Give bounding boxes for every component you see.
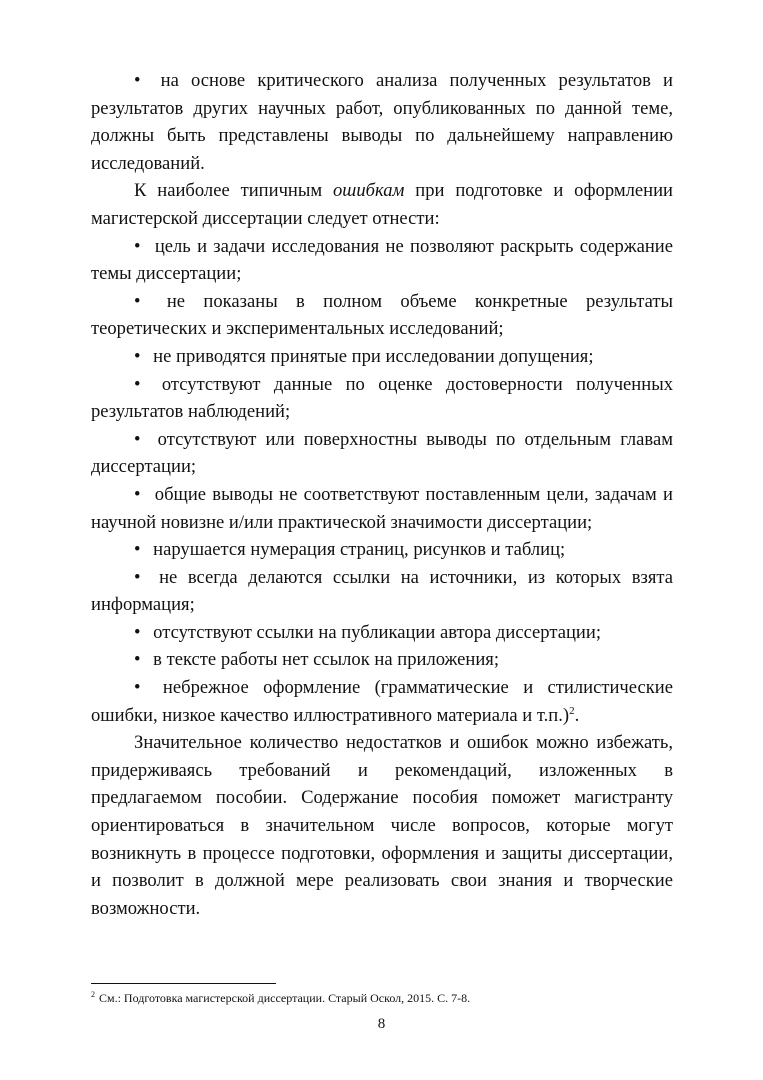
paragraph-bullet-author-publications xyxy=(91,619,673,647)
paragraph-summary xyxy=(91,729,673,922)
emphasized-word-errors: ошибкам xyxy=(333,180,405,202)
paragraph-typical-errors-intro xyxy=(91,177,673,232)
paragraph-bullet-assumptions xyxy=(91,343,673,371)
footnote xyxy=(91,990,673,1006)
paragraph-text-after: при подготовке и оформлении магистерской диссертации следует отнести: xyxy=(91,180,673,229)
paragraph-text: не приводятся принятые при исследовании допущения; xyxy=(153,345,594,367)
footnote-text: См.: Подготовка магистерской диссертации. Старый Оскол, 2015. С. 7-8. xyxy=(96,991,471,1005)
paragraph-bullet-results-not-shown xyxy=(91,288,673,343)
paragraph-bullet-analysis-conclusions xyxy=(91,67,673,177)
footnote-number: 2 xyxy=(91,990,95,999)
paragraph-text: в тексте работы нет ссылок на приложения; xyxy=(153,649,500,671)
paragraph-bullet-reliability-data xyxy=(91,371,673,426)
paragraph-bullet-numbering xyxy=(91,536,673,564)
page-number: 8 xyxy=(377,1016,386,1032)
paragraph-bullet-source-references xyxy=(91,564,673,619)
paragraph-bullet-appendix-links xyxy=(91,646,673,674)
paragraph-text: небрежное оформление (грамматические и стилистические ошибки, низкое качество иллюстративного материала и т.п.) xyxy=(91,677,673,726)
paragraph-text: не всегда делаются ссылки на источники, из которых взята информация; xyxy=(91,566,673,616)
document-body xyxy=(91,67,673,922)
paragraph-text: нарушается нумерация страниц, рисунков и таблиц; xyxy=(153,539,566,561)
paragraph-text: не показаны в полном объеме конкретные результаты теоретических и экспериментальных исследований; xyxy=(91,290,673,340)
paragraph-bullet-goal-tasks xyxy=(91,233,673,288)
paragraph-bullet-general-conclusions xyxy=(91,481,673,536)
paragraph-bullet-chapter-conclusions xyxy=(91,426,673,481)
paragraph-text-after: . xyxy=(574,704,580,726)
footnote-divider xyxy=(91,983,276,984)
paragraph-text: цель и задачи исследования не позволяют раскрыть содержание темы диссертации; xyxy=(91,235,673,285)
paragraph-bullet-careless-formatting xyxy=(91,674,673,729)
footnote-reference: 2 xyxy=(569,704,575,717)
paragraph-text: отсутствуют ссылки на публикации автора диссертации; xyxy=(153,621,601,643)
paragraph-text: отсутствуют или поверхностны выводы по отдельным главам диссертации; xyxy=(91,428,673,478)
paragraph-text: отсутствуют данные по оценке достоверности полученных результатов наблюдений; xyxy=(91,373,673,423)
paragraph-text: Значительное количество недостатков и ошибок можно избежать, придерживаясь требований и рекомендаций, изложенных в предлагаемом пособии. Содержание пособия поможет магистранту ориентироваться в значительном числе вопросов, которые могут возникнуть в процессе подготовки, оформления и защиты диссертации, и позволит в должной мере реализовать свои знания и творческие возможности. xyxy=(91,732,673,919)
paragraph-text: на основе критического анализа полученных результатов и результатов других научных работ, опубликованных по данной теме, должны быть представлены выводы по дальнейшему направлению исследований. xyxy=(91,70,673,174)
paragraph-text: общие выводы не соответствуют поставленным цели, задачам и научной новизне и/или практической значимости диссертации; xyxy=(91,483,673,533)
paragraph-text-before: К наиболее типичным xyxy=(134,180,333,202)
